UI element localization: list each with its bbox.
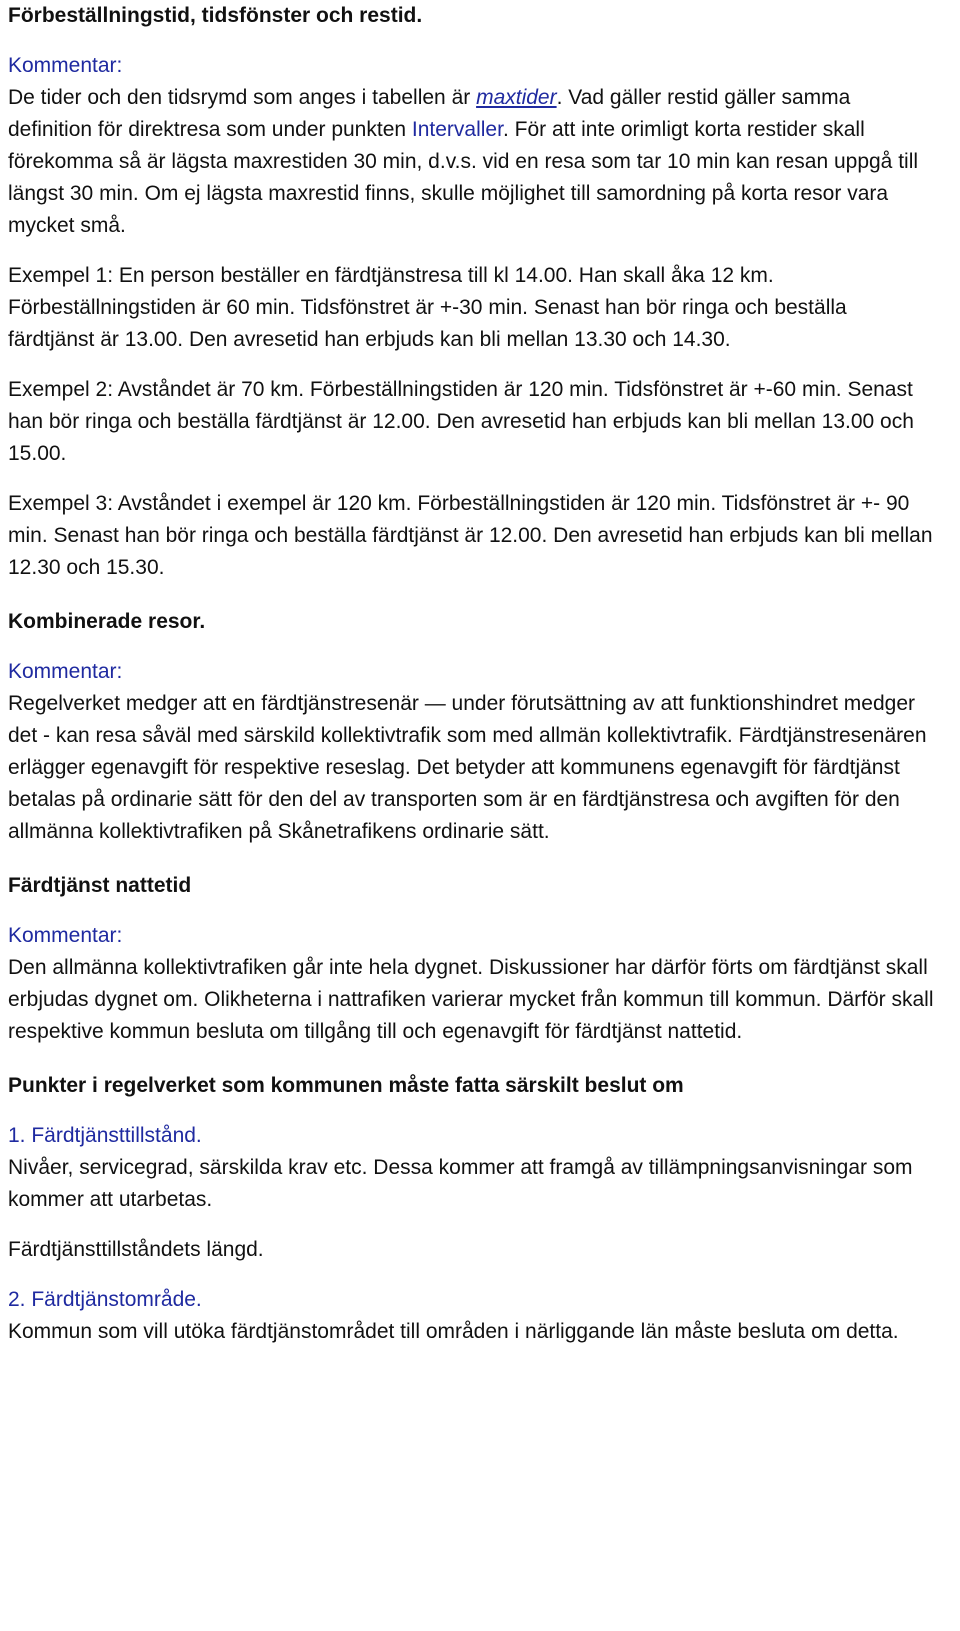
comment-label: Kommentar: [8,660,123,683]
link-maxtider[interactable]: maxtider [476,86,557,109]
item-extra-tillstandets-langd: Färdtjänsttillståndets längd. [8,1238,264,1261]
intro-text: De tider och den tidsrymd som anges i tabellen är [8,86,477,109]
item-title-fardtjansttillstand: 1. Färdtjänsttillstånd. [8,1124,202,1147]
intro-text: . Vad gäller restid gäller samma definition för direktresa som under punkten [8,86,851,141]
paragraph-fardtjanst-nattetid: Den allmänna kollektivtrafiken går inte hela dygnet. Diskussioner har därför förts om färdtjänst skall erbjudas dygnet om. Olikheterna i nattrafiken varierar mycket från kommun till kommun. Därför skall respektive kommun besluta om tillgång till och egenavgift för färdtjänst nattetid. [8,956,934,1043]
paragraph-intro [8,82,938,242]
comment-label: Kommentar: [8,924,123,947]
paragraph-example-3: Exempel 3: Avståndet i exempel är 120 km. Förbeställningstiden är 120 min. Tidsfönstret är +- 90 min. Senast han bör ringa och beställa färdtjänst är 12.00. Den avresetid han erbjuds kan bli mellan 12.30 och 15.30. [8,492,933,579]
intro-text: . För att inte orimligt korta restider skall förekomma så är lägsta maxrestiden 30 min, d.v.s. vid en resa som tar 10 min kan resan uppgå till längst 30 min. Om ej lägsta maxrestid finns, skulle möjlighet till samordning på korta resor vara mycket små. [8,118,919,237]
comment-label: Kommentar: [8,54,123,77]
link-intervaller[interactable]: Intervaller [411,118,503,141]
section-heading-fardtjanst-nattetid: Färdtjänst nattetid [8,874,192,897]
paragraph-example-1: Exempel 1: En person beställer en färdtjänstresa till kl 14.00. Han skall åka 12 km. Förbeställningstiden är 60 min. Tidsfönstret är +-30 min. Senast han bör ringa och beställa färdtjänst är 13.00. Den avresetid han erbjuds kan bli mellan 13.30 och 14.30. [8,264,847,351]
item-body-fardtjanstomrade: Kommun som vill utöka färdtjänstområdet till områden i närliggande län måste besluta om detta. [8,1320,899,1343]
paragraph-kombinerade-resor: Regelverket medger att en färdtjänstresenär — under förutsättning av att funktionshindret medger det - kan resa såväl med särskild kollektivtrafik som med allmän kollektivtrafik. Färdtjänstresenären erlägger egenavgift för respektive reseslag. Det betyder att kommunens egenavgift för färdtjänst betalas på ordinarie sätt för den del av transporten som är en färdtjänstresa och avgiften för den allmänna kollektivtrafiken på Skånetrafikens ordinarie sätt. [8,692,927,843]
paragraph-example-2: Exempel 2: Avståndet är 70 km. Förbeställningstiden är 120 min. Tidsfönstret är +-60 min. Senast han bör ringa och beställa färdtjänst är 12.00. Den avresetid han erbjuds kan bli mellan 13.00 och 15.00. [8,378,914,465]
item-body-fardtjansttillstand: Nivåer, servicegrad, särskilda krav etc. Dessa kommer att framgå av tillämpningsanvisningar som kommer att utarbetas. [8,1156,913,1211]
section-heading-forbestallningstid: Förbeställningstid, tidsfönster och restid. [8,4,423,27]
item-title-fardtjanstomrade: 2. Färdtjänstområde. [8,1288,202,1311]
section-heading-punkter: Punkter i regelverket som kommunen måste fatta särskilt beslut om [8,1074,684,1097]
section-heading-kombinerade-resor: Kombinerade resor. [8,610,206,633]
